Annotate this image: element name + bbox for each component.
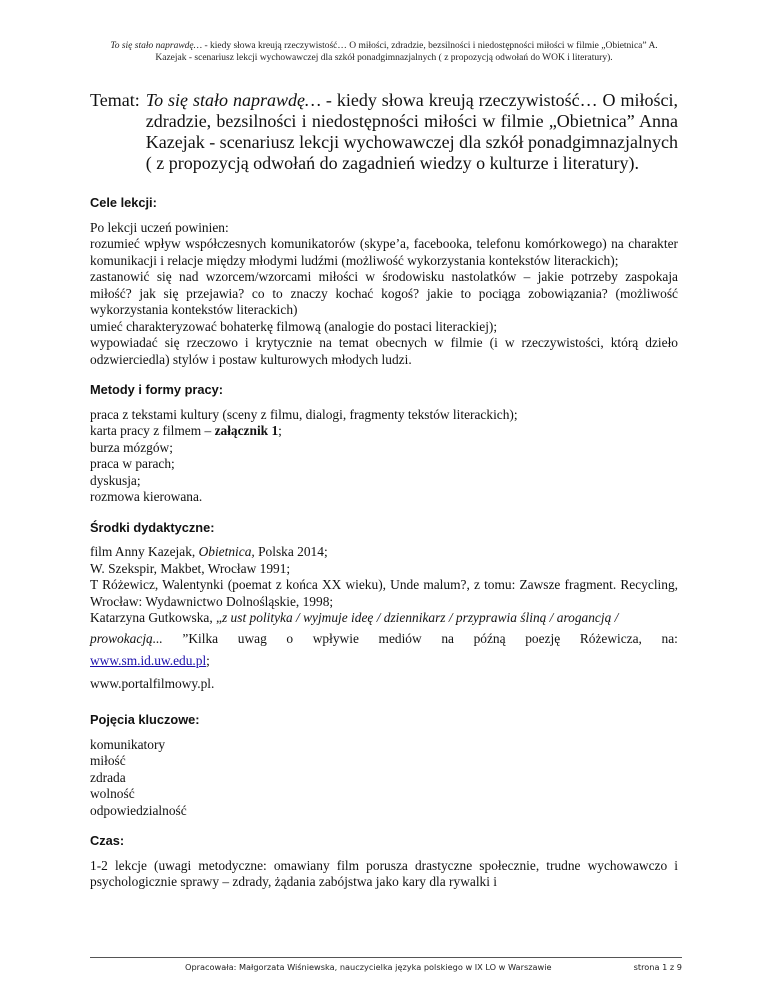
title-text: To się stało naprawdę… - kiedy słowa kreują rzeczywistość… O miłości, zdradzie, bezsilności i niedostępności miłości w filmie „Obietnica” Anna Kazejak - scenariusz lekcji wychowawczej dla szkół ponadgimnazjalnych ( z propozycją odwołań do zagadnień wiedzy o kulturze i literatury). [145, 90, 679, 173]
list-item: komunikatory [90, 736, 166, 752]
section-pojecia [90, 712, 678, 819]
list-item: praca z tekstami kultury (sceny z filmu, dialogi, fragmenty tekstów literackich); [90, 406, 518, 422]
section-heading: Cele lekcji: [90, 195, 157, 210]
list-item: Katarzyna Gutkowska, „z ust polityka / wyjmuje ideę / dziennikarz / przyprawia śliną / arogancją / [90, 610, 619, 625]
page-footer [90, 957, 682, 972]
document-body [90, 195, 678, 905]
section-cele [90, 195, 678, 368]
list-item: praca w parach; [90, 456, 175, 471]
list-item: zdrada [90, 769, 126, 785]
list-item: burza mózgów; [90, 439, 173, 455]
section-heading: Metody i formy pracy: [90, 382, 223, 397]
list-item: W. Szekspir, Makbet, Wrocław 1991; [90, 560, 291, 576]
list-item: dyskusja; [90, 472, 141, 488]
running-header [80, 40, 688, 64]
section-heading: Środki dydaktyczne: [90, 519, 215, 535]
paragraph-line: wypowiadać się rzeczowo i krytycznie na temat obecnych w filmie (i w rzeczywistości, którą dzieło odzwierciedla) stylów i postaw kulturowych młodych ludzi. [90, 335, 678, 367]
section-srodki [90, 520, 678, 693]
paragraph-line: Po lekcji uczeń powinien: [90, 219, 229, 235]
header-line-1: To się stało naprawdę… - kiedy słowa kreują rzeczywistość… O miłości, zdradzie, bezsilności i niedostępności miłości w filmie „Obietnica” A. [110, 41, 658, 51]
section-heading: Czas: [90, 833, 125, 848]
footer-author: Opracowała: Małgorzata Wiśniewska, nauczycielka języka polskiego w IX LO w Warszawie [185, 962, 552, 972]
link-line: www.sm.id.uw.edu.pl; [90, 653, 210, 668]
paragraph-line: 1-2 lekcje (uwagi metodyczne: omawiany film porusza drastyczne społecznie, trudne wychowawczo i psychologicznie sprawy – zdrady, żądania zabójstwa jako kary dla rywalki i [90, 857, 678, 889]
section-heading: Pojęcia kluczowe: [90, 712, 200, 727]
list-item: wolność [90, 786, 135, 801]
list-item: film Anny Kazejak, Obietnica, Polska 2014; [90, 544, 328, 559]
spread-line: prowokacją... ”Kilka uwag o wpływie mediów na późną poezję Różewicza, na: [90, 630, 678, 646]
list-item: miłość [90, 753, 126, 768]
paragraph-line: zastanowić się nad wzorcem/wzorcami miłości w środowisku nastolatków – jakie potrzeby zaspokaja miłość? jak się przejawia? co to znaczy kochać kogoś? jakie to pociąga zobowiązania? (możliwość wykorzystania kontekstów literackich) [90, 269, 678, 317]
paragraph-line: rozumieć wpływ współczesnych komunikatorów (skype’a, facebooka, telefonu komórkowego) na charakter komunikacji i relacje między młodymi ludźmi (możliwość wykorzystania kontekstów literackich); [90, 236, 678, 268]
header-line-2: Kazejak - scenariusz lekcji wychowawczej dla szkół ponadgimnazjalnych ( z propozycją odwołań do WOK i literatury). [155, 53, 613, 63]
page-number: strona 1 z 9 [633, 962, 682, 972]
title-label: Temat: [90, 90, 140, 110]
paragraph-line: umieć charakteryzować bohaterkę filmową (analogie do postaci literackiej); [90, 318, 498, 334]
list-item: odpowiedzialność [90, 802, 187, 818]
portal-filmowy-link: www.portalfilmowy.pl. [90, 675, 215, 691]
link-sm-id-uw[interactable]: www.sm.id.uw.edu.pl [90, 653, 207, 668]
lesson-title [90, 90, 678, 174]
list-item: T Różewicz, Walentynki (poemat z końca XX wieku), Unde malum?, z tomu: Zawsze fragment. Recycling, Wrocław: Wydawnictwo Dolnośląskie, 1998; [90, 577, 678, 609]
list-item: rozmowa kierowana. [90, 489, 203, 504]
list-item: karta pracy z filmem – załącznik 1; [90, 423, 282, 438]
section-czas [90, 833, 678, 891]
section-metody [90, 382, 678, 506]
